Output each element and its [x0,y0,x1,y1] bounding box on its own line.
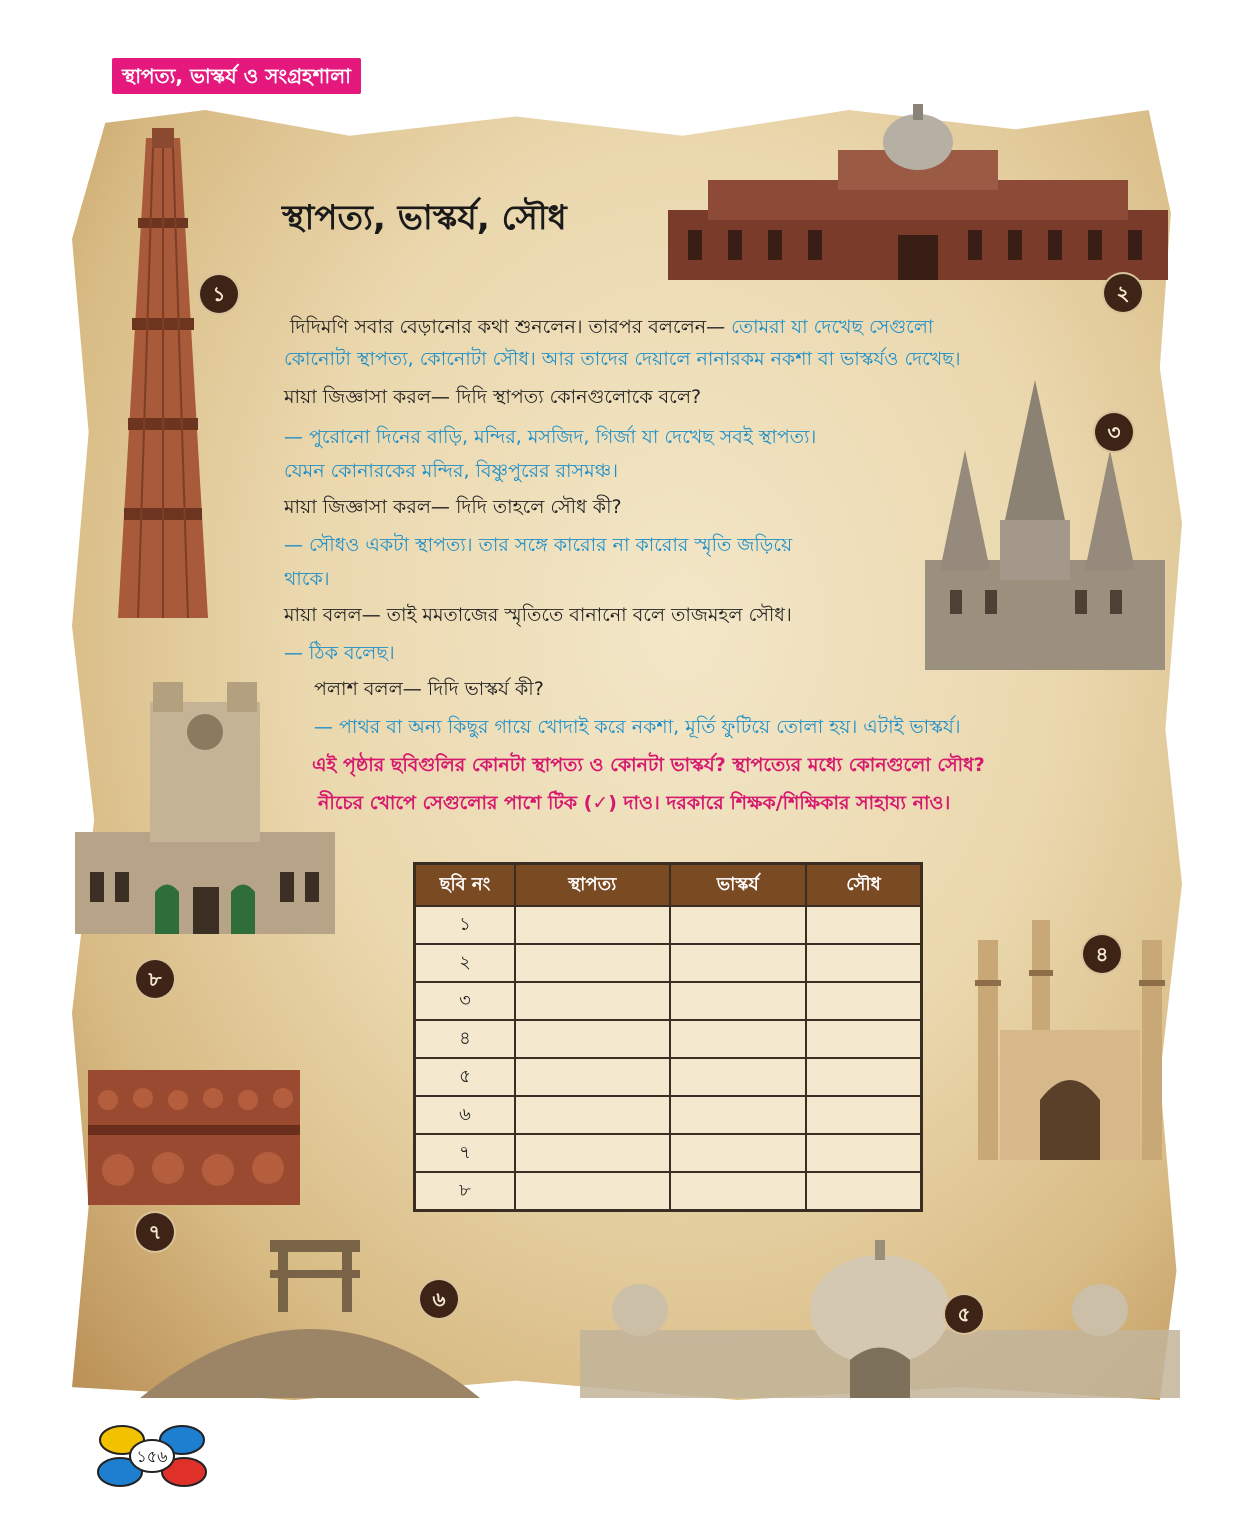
header-monument: সৌধ [806,864,922,907]
text-line-8: থাকে। [284,568,330,590]
page-title: স্থাপত্য, ভাস্কর্য, সৌধ [282,198,567,238]
sculpture-cell[interactable] [670,1096,806,1134]
row-number: ৬ [415,1096,516,1134]
image-badge-5: ৫ [945,1295,983,1333]
text-line-13: এই পৃষ্ঠার ছবিগুলির কোনটা স্থাপত্য ও কোনটা ভাস্কর্য? স্থাপত্যের মধ্যে কোনগুলো সৌধ? [312,754,985,776]
sculpture-cell[interactable] [670,1134,806,1172]
image-badge-1: ১ [200,275,238,313]
table-row [415,1096,922,1134]
sculpture-cell[interactable] [670,1020,806,1058]
architecture-cell[interactable] [515,944,670,982]
table-row [415,1058,922,1096]
charminar-image [960,920,1180,1160]
classification-table [413,862,923,1212]
image-badge-2: ২ [1104,274,1142,312]
table-row [415,944,922,982]
table-header-row [415,864,922,907]
hall-building-image [75,672,335,934]
row-number: ২ [415,944,516,982]
monument-cell[interactable] [806,1172,922,1211]
row-number: ১ [415,906,516,944]
text-line-11: পলাশ বলল— দিদি ভাস্কর্য কী? [314,678,544,700]
monument-cell[interactable] [806,906,922,944]
row-number: ৪ [415,1020,516,1058]
monument-cell[interactable] [806,982,922,1020]
architecture-cell[interactable] [515,982,670,1020]
sculpture-cell[interactable] [670,982,806,1020]
text-line-4: — পুরোনো দিনের বাড়ি, মন্দির, মসজিদ, গির্জা যা দেখেছ সবই স্থাপত্য। [284,426,817,448]
text-line-14: নীচের খোপে সেগুলোর পাশে টিক (✓) দাও। দরকারে শিক্ষক/শিক্ষিকার সাহায্য নাও। [318,792,951,814]
monument-cell[interactable] [806,1058,922,1096]
architecture-cell[interactable] [515,1058,670,1096]
header-architecture: স্থাপত্য [515,864,670,907]
monument-cell[interactable] [806,1134,922,1172]
header-sculpture: ভাস্কর্য [670,864,806,907]
table-row [415,1020,922,1058]
image-badge-4: ৪ [1083,935,1121,973]
chapter-tag: স্থাপত্য, ভাস্কর্য ও সংগ্রহশালা [112,58,361,94]
image-badge-7: ৭ [136,1213,174,1251]
text-line-1 [290,314,933,340]
qutub-minar-image [108,128,218,618]
table-row [415,982,922,1020]
sculpture-cell[interactable] [670,1058,806,1096]
text-line-2: কোনোটা স্থাপত্য, কোনোটা সৌধ। আর তাদের দেয়ালে নানারকম নকশা বা ভাস্কর্যও দেখেছ। [284,348,961,370]
palace-image [668,100,1168,280]
page-number: ১৫৬ [136,1447,168,1466]
architecture-cell[interactable] [515,906,670,944]
text-line-7: — সৌধও একটা স্থাপত্য। তার সঙ্গে কারোর না কারোর স্মৃতি জড়িয়ে [284,534,793,556]
text-line-5: যেমন কোনারকের মন্দির, বিষ্ণুপুরের রাসমঞ্চ। [284,460,619,482]
monument-cell[interactable] [806,1020,922,1058]
sculpture-cell[interactable] [670,1172,806,1211]
text-line-12: — পাথর বা অন্য কিছুর গায়ে খোদাই করে নকশা, মূর্তি ফুটিয়ে তোলা হয়। এটাই ভাস্কর্য। [314,716,961,738]
temple-image [905,380,1175,670]
row-number: ৮ [415,1172,516,1211]
text-line-6: মায়া জিজ্ঞাসা করল— দিদি তাহলে সৌধ কী? [284,496,622,518]
terracotta-panel-image [88,1070,300,1205]
monument-cell[interactable] [806,1096,922,1134]
table-row [415,906,922,944]
text-line-1a: দিদিমণি সবার বেড়ানোর কথা শুনলেন। তারপর বললেন— [290,316,732,338]
image-badge-3: ৩ [1095,413,1133,451]
sculpture-cell[interactable] [670,944,806,982]
architecture-cell[interactable] [515,1134,670,1172]
table-row [415,1172,922,1211]
architecture-cell[interactable] [515,1172,670,1211]
monument-cell[interactable] [806,944,922,982]
page-number-flower-icon [92,1410,212,1500]
row-number: ৫ [415,1058,516,1096]
architecture-cell[interactable] [515,1020,670,1058]
row-number: ৩ [415,982,516,1020]
text-line-9: মায়া বলল— তাই মমতাজের স্মৃতিতে বানানো বলে তাজমহল সৌধ। [284,604,792,626]
sculpture-cell[interactable] [670,906,806,944]
header-image-no: ছবি নং [415,864,516,907]
text-line-3: মায়া জিজ্ঞাসা করল— দিদি স্থাপত্য কোনগুলোকে বলে? [284,386,702,408]
text-line-10: — ঠিক বলেছ। [284,642,395,664]
table-row [415,1134,922,1172]
architecture-cell[interactable] [515,1096,670,1134]
row-number: ৭ [415,1134,516,1172]
victoria-memorial-image [580,1240,1180,1398]
image-badge-6: ৬ [420,1280,458,1318]
text-line-1b: তোমরা যা দেখেছ সেগুলো [731,316,934,338]
image-badge-8: ৮ [136,960,174,998]
